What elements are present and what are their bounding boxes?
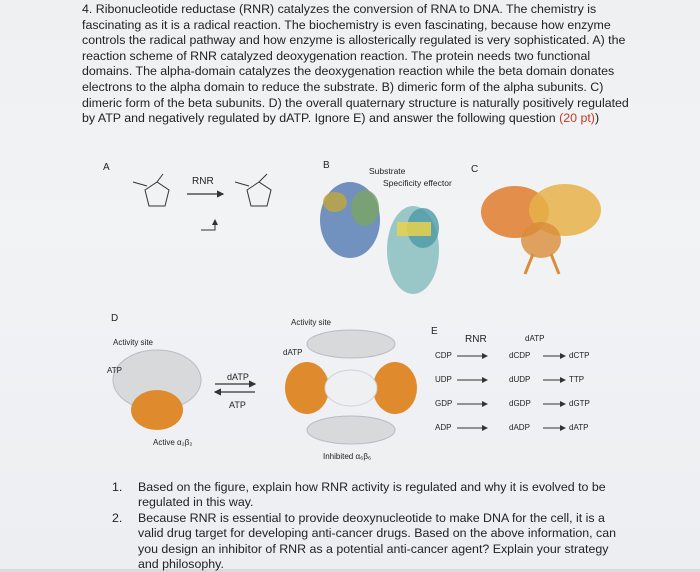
points-label: (20 pt) — [559, 111, 595, 126]
activity-site-label-center: Activity site — [291, 318, 332, 327]
atp-label-d: ATP — [107, 366, 122, 375]
rnr-label-e: RNR — [465, 334, 487, 345]
dadp-label: dADP — [509, 423, 530, 432]
panel-d-structures — [113, 330, 417, 444]
panel-a-label: A — [103, 162, 110, 173]
question-item — [112, 480, 632, 511]
dctp-label: dCTP — [569, 351, 590, 360]
question-number: 1. — [112, 480, 123, 494]
question-list — [112, 480, 632, 572]
substrate-label: Substrate — [369, 166, 406, 176]
dcdp-label: dCDP — [509, 351, 531, 360]
activity-site-label-d: Activity site — [113, 338, 154, 347]
panel-e-label: E — [431, 326, 438, 337]
panel-b-structure — [320, 182, 439, 294]
dgtp-label: dGTP — [569, 399, 590, 408]
panel-c-label: C — [471, 164, 479, 175]
ttp-label: TTP — [569, 375, 585, 384]
panel-d-label: D — [111, 313, 119, 324]
rnr-figure — [95, 158, 625, 470]
udp-label: UDP — [435, 375, 452, 384]
rnr-label-a: RNR — [192, 176, 214, 187]
specificity-effector-label: Specificity effector — [383, 178, 452, 188]
problem-statement — [82, 2, 630, 127]
panel-c-structure — [481, 184, 601, 274]
datp-label-center: dATP — [283, 348, 303, 357]
question-number: 2. — [112, 510, 123, 525]
panel-b-label: B — [323, 160, 330, 171]
cdp-label: CDP — [435, 351, 452, 360]
figure-graphics — [95, 158, 625, 470]
datp-label-e: dATP — [525, 334, 545, 343]
adp-label: ADP — [435, 423, 452, 432]
gdp-label: GDP — [435, 399, 453, 408]
dgdp-label: dGDP — [509, 399, 531, 408]
problem-close: ) — [594, 111, 600, 126]
atp-arrow-label: ATP — [229, 400, 246, 410]
panel-e-scheme — [457, 356, 565, 428]
dudp-label: dUDP — [509, 375, 531, 384]
question-text: Because RNR is essential to provide deoxynucleotide to make DNA for the cell, it is a valid drug target for developing anti-cancer drugs. Based on the above information, can you design an inhibitor of RNR as a potential anti-cancer agent? Explain your strategy and philosophy. — [138, 510, 617, 572]
problem-text: 4. Ribonucleotide reductase (RNR) catalyzes the conversion of RNA to DNA. The chemistry is fascinating as it is a radical reaction. The biochemistry is even fascinating, because how enzyme controls the radical pathway and how enzyme is allosterically regulated is very sophisticated. A) the reaction scheme of RNR catalyzed deoxygenation reaction. The protein needs two functional domains. The alpha-domain catalyzes the deoxygenation reaction while the beta domain donates electrons to the alpha domain to reduce the substrate. B) dimeric form of the alpha subunits. C) dimeric form of the beta subunits. D) the overall quaternary structure is naturally positively regulated by ATP and negatively regulated by dATP. Ignore E) and answer the following question — [82, 2, 629, 126]
datp-arrow-label: dATP — [227, 372, 249, 382]
datp-product-label: dATP — [569, 423, 589, 432]
question-text: Based on the figure, explain how RNR activity is regulated and why it is evolved to be regulated in this way. — [138, 480, 606, 510]
inhibited-form-label: Inhibited α₆β₆ — [323, 452, 372, 461]
question-item — [112, 511, 632, 572]
active-form-label: Active α₂β₂ — [153, 438, 193, 447]
